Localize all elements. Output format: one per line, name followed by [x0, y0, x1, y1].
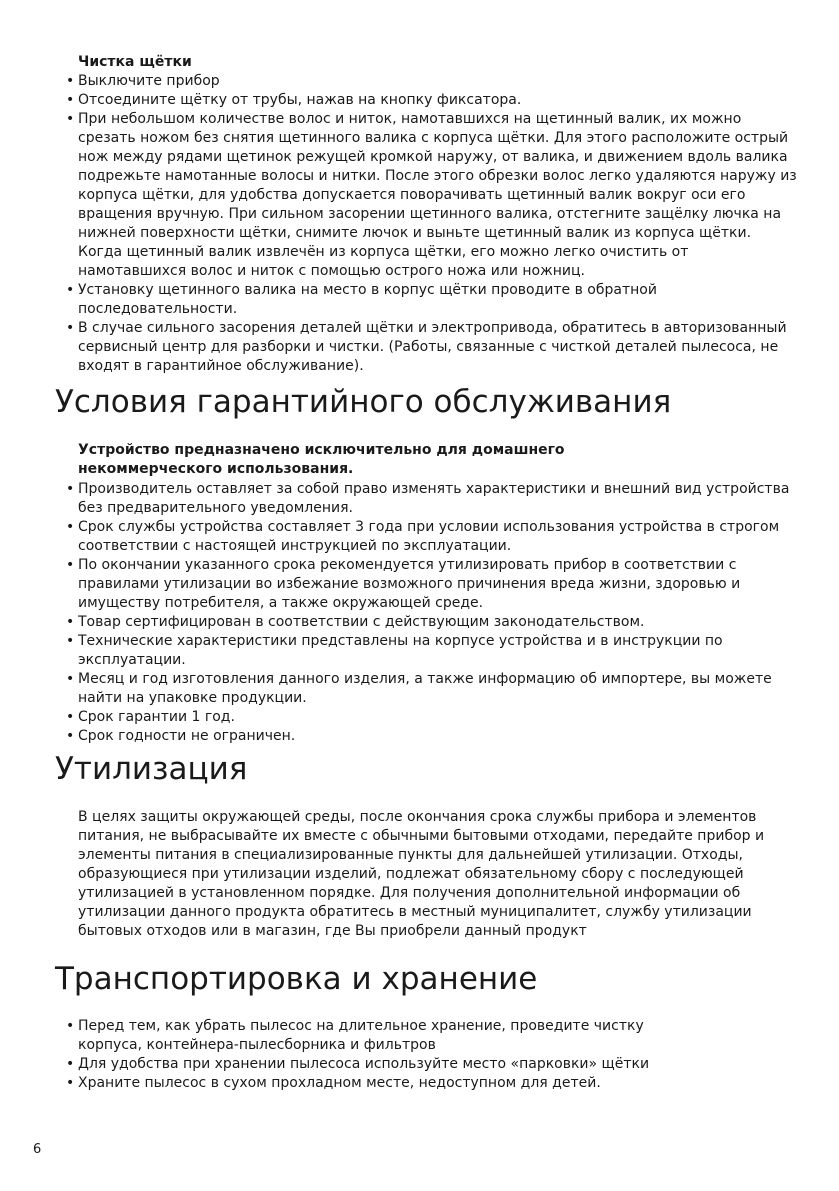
list-item: • Храните пылесос в сухом прохладном месте, недоступном для детей. — [66, 1074, 699, 1093]
list-item: • Производитель оставляет за собой право изменять характеристики и внешний вид устройства без предварительного уведомления. — [66, 480, 799, 518]
list-item: • Отсоедините щётку от трубы, нажав на кнопку фиксатора. — [66, 91, 799, 110]
list-item: • Месяц и год изготовления данного изделия, а также информацию об импортере, вы можете найти на упаковке продукции. — [66, 670, 799, 708]
list-item: • Товар сертифицирован в соответствии с действующим законодательством. — [66, 613, 799, 632]
transport-list — [66, 1017, 699, 1093]
warranty-heading: Условия гарантийного обслуживания — [55, 384, 672, 420]
list-item: • В случае сильного засорения деталей щётки и электропривода, обратитесь в авторизованный сервисный центр для разборки и чистки. (Работы, связанные с чисткой деталей пылесоса, не входят в гарантийное обслуживание). — [66, 319, 799, 376]
warranty-note: Устройство предназначено исключительно для домашнего некоммерческого использования. — [78, 442, 565, 477]
list-item: • Для удобства при хранении пылесоса используйте место «парковки» щётки — [66, 1055, 699, 1074]
list-item: • Установку щетинного валика на место в корпус щётки проводите в обратной последовательности. — [66, 281, 799, 319]
list-item: • Срок гарантии 1 год. — [66, 708, 799, 727]
list-item: • Технические характеристики представлены на корпусе устройства и в инструкции по эксплуатации. — [66, 632, 799, 670]
list-item: • Срок службы устройства составляет 3 года при условии использования устройства в строгом соответствии с настоящей инструкцией по эксплуатации. — [66, 518, 799, 556]
cleaning-list — [66, 72, 799, 376]
list-item: • Выключите прибор — [66, 72, 799, 91]
list-item: • Перед тем, как убрать пылесос на длительное хранение, проведите чистку корпуса, контейнера-пылесборника и фильтров — [66, 1017, 699, 1055]
list-item: • По окончании указанного срока рекомендуется утилизировать прибор в соответствии с правилами утилизации во избежание возможного причинения вреда жизни, здоровью и имуществу потребителя, а также окружающей среде. — [66, 556, 799, 613]
disposal-heading: Утилизация — [55, 751, 248, 787]
list-item: • При небольшом количестве волос и ниток, намотавшихся на щетинный валик, их можно срезать ножом без снятия щетинного валика с корпуса щётки. Для этого расположите острый нож между рядами щетинок режущей кромкой наружу, от валика, и движением вдоль валика подрежьте намотанные волосы и нитки. После этого обрезки волос легко удаляются наружу из корпуса щётки, для удобства допускается поворачивать щетинный валик вокруг оси его вращения вручную. При сильном засорении щетинного валика, отстегните защёлку лючка на нижней поверхности щётки, снимите лючок и выньте щетинный валик из корпуса щётки. Когда щетинный валик извлечён из корпуса щётки, его можно легко очистить от намотавшихся волос и ниток с помощью острого ножа или ножниц. — [66, 110, 799, 281]
cleaning-title: Чистка щётки — [78, 54, 192, 70]
list-item: • Срок годности не ограничен. — [66, 727, 799, 746]
transport-heading: Транспортировка и хранение — [55, 961, 538, 997]
warranty-list — [66, 480, 799, 746]
disposal-text: В целях защиты окружающей среды, после окончания срока службы прибора и элементов питания, не выбрасывайте их вместе с обычными бытовыми отходами, передайте прибор и элементы питания в специализированные пункты для дальнейшей утилизации. Отходы, образующиеся при утилизации изделий, подлежат обязательному сбору с последующей утилизацией в установленном порядке. Для получения дополнительной информации об утилизации данного продукта обратитесь в местный муниципалитет, службу утилизации бытовых отходов или в магазин, где Вы приобрели данный продукт — [78, 809, 765, 939]
page-number: 6 — [33, 1142, 42, 1157]
